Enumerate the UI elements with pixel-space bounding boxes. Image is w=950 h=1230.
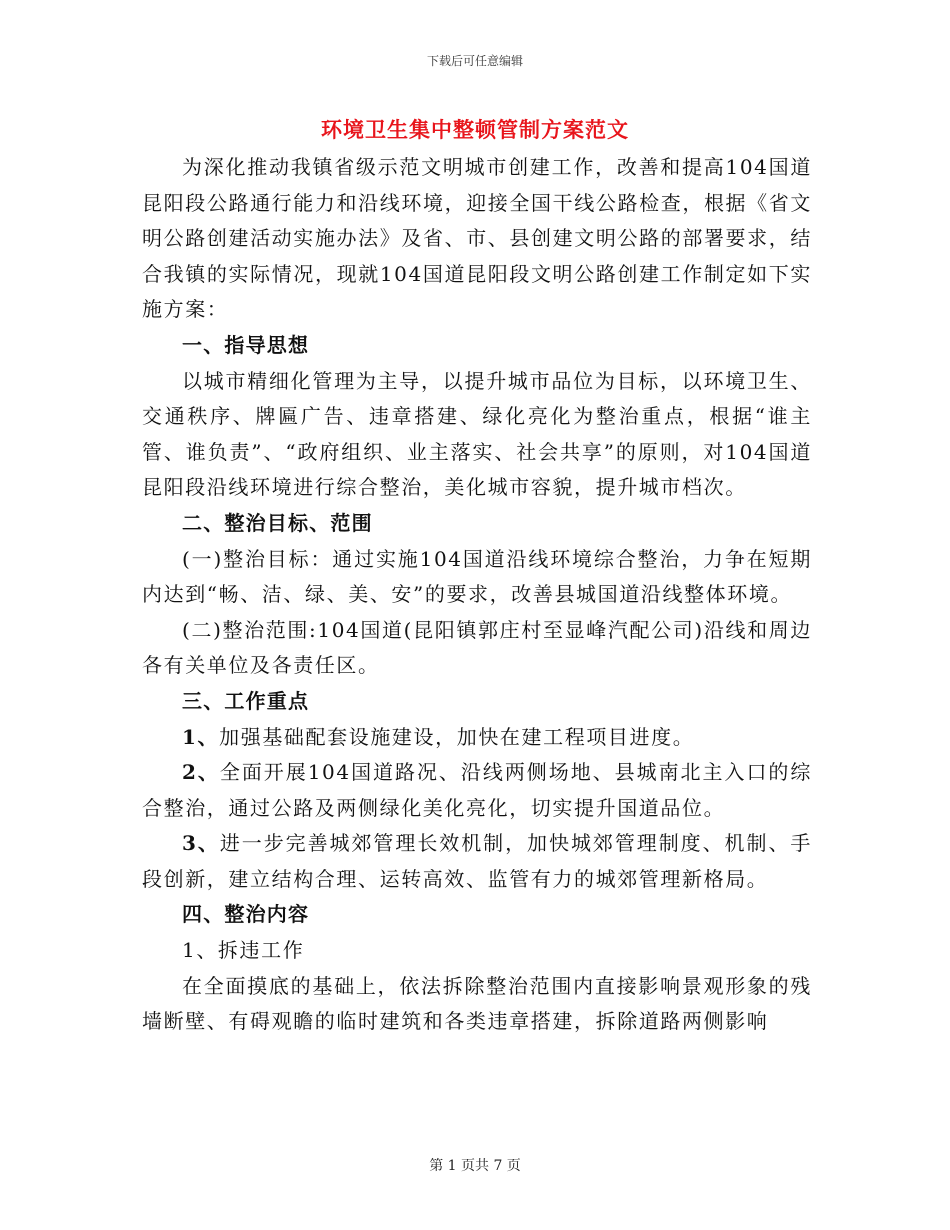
key-work-item-2 bbox=[142, 755, 812, 826]
demolition-paragraph: 在全面摸底的基础上，依法拆除整治范围内直接影响景观形象的残墙断壁、有碍观瞻的临时建筑和各类违章搭建，拆除道路两侧影响 bbox=[142, 973, 812, 1034]
goals-paragraph: (一)整治目标：通过实施104国道沿线环境综合整治，力争在短期内达到“畅、洁、绿、美、安”的要求，改善县城国道沿线整体环境。 bbox=[142, 546, 812, 607]
page-number-footer: 第 1 页共 7 页 bbox=[429, 1158, 521, 1174]
item-number: 2、 bbox=[182, 760, 220, 785]
section-heading-key-work: 三、工作重点 bbox=[182, 688, 310, 713]
header-note: 下载后可任意编辑 bbox=[426, 54, 523, 68]
document-body bbox=[142, 150, 812, 1040]
section-heading-content: 四、整治内容 bbox=[182, 902, 310, 927]
subsection-demolition: 1、拆违工作 bbox=[182, 938, 305, 963]
section-heading-guiding-thought: 一、指导思想 bbox=[182, 332, 310, 357]
scope-paragraph: (二)整治范围:104国道(昆阳镇郭庄村至显峰汽配公司)沿线和周边各有关单位及各责任区。 bbox=[142, 617, 812, 678]
intro-paragraph: 为深化推动我镇省级示范文明城市创建工作，改善和提高104国道昆阳段公路通行能力和沿线环境，迎接全国干线公路检查，根据《省文明公路创建活动实施办法》及省、市、县创建文明公路的部署要求，结合我镇的实际情况，现就104国道昆阳段文明公路创建工作制定如下实施方案： bbox=[142, 155, 812, 322]
item-number: 1、 bbox=[182, 724, 220, 749]
item-text: 进一步完善城郊管理长效机制，加快城郊管理制度、机制、手段创新，建立结构合理、运转高效、监管有力的城郊管理新格局。 bbox=[142, 831, 812, 891]
item-text: 全面开展104国道路况、沿线两侧场地、县城南北主入口的综合整治，通过公路及两侧绿化美化亮化，切实提升国道品位。 bbox=[142, 760, 812, 820]
key-work-item-3 bbox=[142, 826, 812, 897]
key-work-item-1 bbox=[142, 720, 812, 756]
item-text: 加强基础配套设施建设，加快在建工程项目进度。 bbox=[219, 724, 695, 749]
document-title: 环境卫生集中整顿管制方案范文 bbox=[321, 117, 629, 142]
guiding-thought-paragraph: 以城市精细化管理为主导，以提升城市品位为目标，以环境卫生、交通秩序、牌匾广告、违章搭建、绿化亮化为整治重点，根据“谁主管、谁负责”、“政府组织、业主落实、社会共享”的原则，对104国道昆阳段沿线环境进行综合整治，美化城市容貌，提升城市档次。 bbox=[142, 368, 812, 500]
section-heading-goals-scope: 二、整治目标、范围 bbox=[182, 510, 373, 535]
item-number: 3、 bbox=[182, 831, 220, 856]
